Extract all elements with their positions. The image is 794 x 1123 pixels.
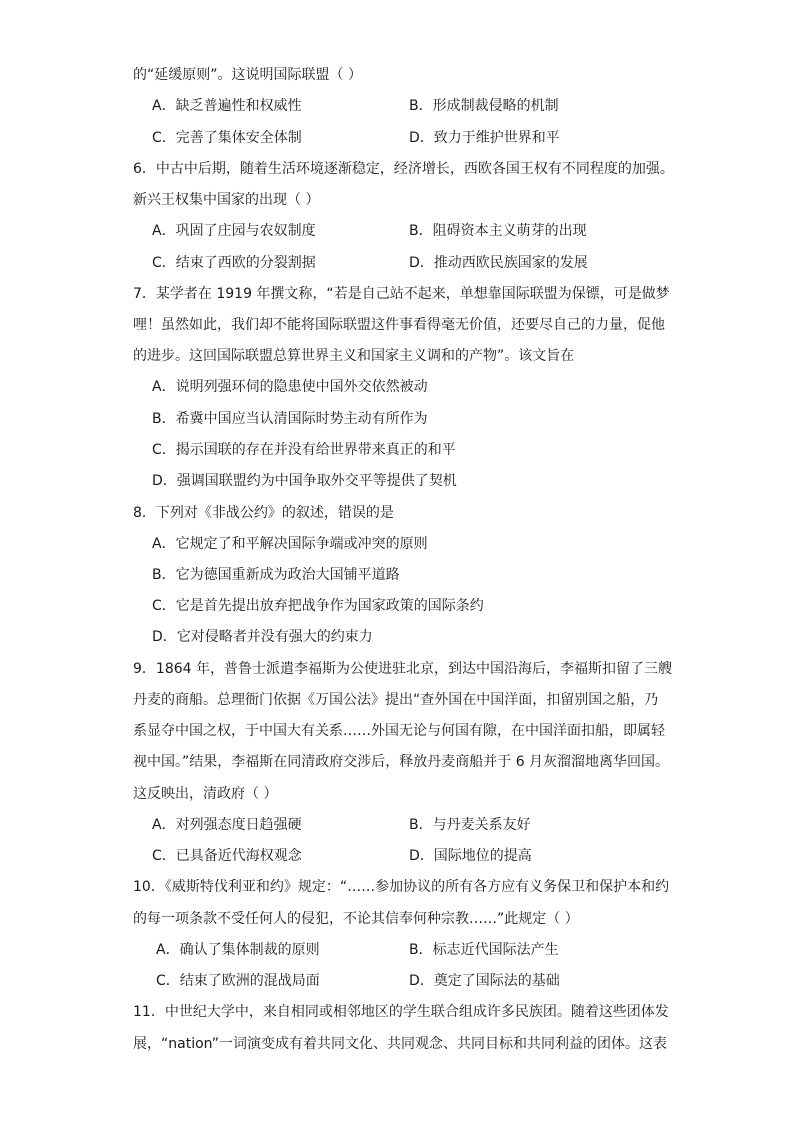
q6-stem-line-2: 新兴王权集中国家的出现（ ） (133, 192, 320, 208)
q8-option-b[interactable]: B．它为德国重新成为政治大国铺平道路 (152, 567, 400, 583)
q9-stem-line-2: 丹麦的商船。总理衙门依据《万国公法》提出“查外国在中国洋面，扣留别国之船，乃 (133, 692, 659, 708)
q6-option-d[interactable]: D．推动西欧民族国家的发展 (409, 255, 588, 271)
q5-option-c[interactable]: C．完善了集体安全体制 (152, 130, 302, 146)
q6-option-a[interactable]: A．巩固了庄园与农奴制度 (152, 223, 316, 239)
q8-option-a[interactable]: A．它规定了和平解决国际争端或冲突的原则 (152, 536, 428, 552)
q7-option-b[interactable]: B．希冀中国应当认清国际时势主动有所作为 (152, 411, 428, 427)
q10-option-d[interactable]: D．奠定了国际法的基础 (409, 973, 560, 989)
q7-option-d[interactable]: D．强调国联盟约为中国争取外交平等提供了契机 (152, 473, 457, 489)
q9-option-b[interactable]: B．与丹麦关系友好 (409, 817, 531, 833)
q5-option-d[interactable]: D．致力于维护世界和平 (409, 130, 560, 146)
q8-stem-line-1: 8．下列对《非战公约》的叙述，错误的是 (133, 505, 394, 521)
q9-stem-line-3: 系显夺中国之权，于中国大有关系……外国无论与何国有隙，在中国洋面扣船，即属轻 (133, 723, 665, 739)
q8-option-d[interactable]: D．它对侵略者并没有强大的约束力 (152, 629, 373, 645)
q10-stem-line-2: 的每一项条款不受任何人的侵犯，不论其信奉何种宗教……”此规定（ ） (133, 911, 579, 927)
q7-option-c[interactable]: C．揭示国联的存在并没有给世界带来真正的和平 (152, 442, 456, 458)
q9-option-d[interactable]: D．国际地位的提高 (409, 848, 532, 864)
q8-option-c[interactable]: C．它是首先提出放弃把战争作为国家政策的国际条约 (152, 598, 484, 614)
q10-stem-line-1: 10．《威斯特伐利亚和约》规定：“……参加协议的所有各方应有义务保卫和保护本和约 (133, 879, 670, 895)
q10-option-a[interactable]: A．确认了集体制裁的原则 (156, 942, 320, 958)
q6-option-b[interactable]: B．阻碍资本主义萌芽的出现 (409, 223, 587, 239)
q9-stem-line-1: 9．1864 年，普鲁士派遣李福斯为公使进驻北京，到达中国沿海后，李福斯扣留了三艘 (133, 661, 672, 677)
q7-stem-line-2: 哩！虽然如此，我们却不能将国际联盟这件事看得毫无价值，还要尽自己的力量，促他 (133, 317, 665, 333)
q6-stem-line-1: 6．中古中后期，随着生活环境逐渐稳定，经济增长，西欧各国王权有不同程度的加强。 (133, 161, 674, 177)
q7-option-a[interactable]: A．说明列强环伺的隐患使中国外交依然被动 (152, 379, 428, 395)
q6-option-c[interactable]: C．结束了西欧的分裂割据 (152, 255, 316, 271)
q5-option-a[interactable]: A．缺乏普遍性和权威性 (152, 98, 302, 114)
q9-option-a[interactable]: A．对列强态度日趋强硬 (152, 817, 302, 833)
q10-option-c[interactable]: C．结束了欧洲的混战局面 (156, 973, 320, 989)
q5-option-b[interactable]: B．形成制裁侵略的机制 (409, 98, 559, 114)
q11-stem-line-2: 展，“nation”一词演变成有着共同文化、共同观念、共同目标和共同利益的团体。这表 (133, 1036, 668, 1052)
q7-stem-line-1: 7．某学者在 1919 年撰文称，“若是自己站不起来，单想靠国际联盟为保镖，可是做梦 (133, 286, 670, 302)
q7-stem-line-3: 的进步。这回国际联盟总算世界主义和国家主义调和的产物”。该文旨在 (133, 348, 575, 364)
q9-stem-line-4: 视中国。”结果，李福斯在同清政府交涉后，释放丹麦商船并于 6 月灰溜溜地离华回国。 (133, 754, 670, 770)
q9-stem-line-5: 这反映出，清政府（ ） (133, 786, 278, 802)
q10-option-b[interactable]: B．标志近代国际法产生 (409, 942, 559, 958)
q5-stem-tail: 的“延缓原则”。这说明国际联盟（ ） (133, 67, 362, 83)
q9-option-c[interactable]: C．已具备近代海权观念 (152, 848, 302, 864)
q11-stem-line-1: 11．中世纪大学中，来自相同或相邻地区的学生联合组成许多民族团。随着这些团体发 (133, 1004, 669, 1020)
